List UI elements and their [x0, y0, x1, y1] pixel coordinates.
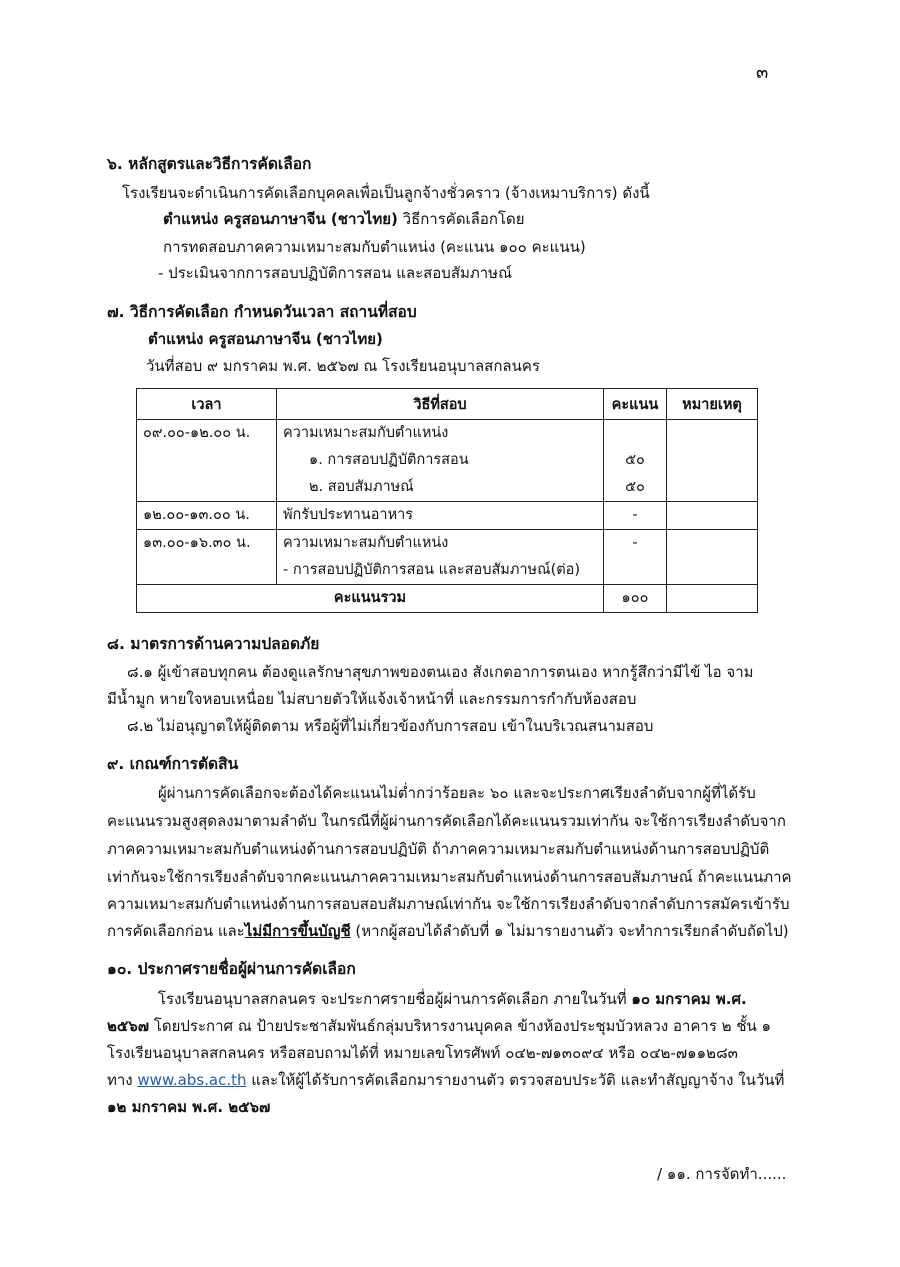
score-cell [604, 502, 667, 530]
section-8-heading: ๘. มาตรการด้านความปลอดภัย [107, 635, 320, 653]
header-remark: หมายเหตุ [667, 389, 758, 420]
section-10-line-4 [107, 1071, 784, 1089]
header-time: เวลา [137, 389, 277, 420]
section-9-line: คะแนนรวมสูงสุดลงมาตามลำดับ ในกรณีที่ผู้ผ่านการคัดเลือกได้คะแนนรวมเท่ากัน จะใช้การเรียงลำดับจาก [107, 812, 786, 830]
section-9-heading: ๙. เกณฑ์การตัดสิน [107, 755, 239, 773]
score-cell [604, 530, 667, 585]
section-10-line-3: โรงเรียนอนุบาลสกลนคร หรือสอบถามได้ที่ หมายเลขโทรศัพท์ ๐๔๒-๗๑๓๐๙๔ หรือ ๐๔๒-๗๑๑๒๘๓ [107, 1044, 738, 1062]
table-row [137, 420, 758, 502]
section-10-line-1 [158, 990, 747, 1008]
method-line: ความเหมาะสมกับตำแหน่ง [283, 425, 449, 441]
section-8-2: ๘.๒ ไม่อนุญาตให้ผู้ติดตาม หรือผู้ที่ไม่เกี่ยวข้องกับการสอบ เข้าในบริเวณสนามสอบ [127, 717, 654, 735]
table-header-row [137, 389, 758, 420]
method-line: ๑. การสอบปฏิบัติการสอน [309, 452, 469, 468]
page-number: ๓ [756, 62, 769, 83]
section-6-line-3: การทดสอบภาคความเหมาะสมกับตำแหน่ง (คะแนน ๑๐๐ คะแนน) [163, 238, 586, 256]
last-line-end: (หากผู้สอบได้ลำดับที่ ๑ ไม่มารายงานตัว จะทำการเรียกลำดับถัดไป) [350, 922, 789, 940]
method-line: พักรับประทานอาหาร [283, 507, 414, 523]
score-text: - [632, 507, 638, 523]
time-cell [137, 502, 277, 530]
time-cell [137, 530, 277, 585]
score-text [610, 557, 660, 584]
line-text: ทาง [107, 1071, 138, 1089]
line-text: โดยประกาศ ณ ป้ายประชาสัมพันธ์กลุ่มบริหารงานบุคคล ข้างห้องประชุมบัวหลวง อาคาร ๒ ชั้น ๑ [149, 1017, 772, 1035]
score-text [610, 420, 660, 447]
score-cell [604, 420, 667, 502]
method-line: ความเหมาะสมกับตำแหน่ง [283, 535, 449, 551]
exam-schedule-table [136, 388, 758, 613]
time-text: ๐๙.๐๐-๑๒.๐๐ น. [143, 425, 251, 441]
line-text: โรงเรียนอนุบาลสกลนคร จะประกาศรายชื่อผู้ผ่านการคัดเลือก ภายในวันที่ [158, 990, 632, 1008]
position-label: ตำแหน่ง ครูสอนภาษาจีน (ชาวไทย) [163, 210, 398, 228]
report-date: ๑๒ มกราคม พ.ศ. ๒๕๖๗ [107, 1098, 271, 1116]
total-value: ๑๐๐ [621, 590, 649, 606]
no-list-registration: ไม่มีการขึ้นบัญชี [244, 922, 351, 940]
header-method: วิธีที่สอบ [277, 389, 604, 420]
last-line-start: การคัดเลือกก่อน และ [107, 922, 245, 940]
section-7-heading: ๗. วิธีการคัดเลือก กำหนดวันเวลา สถานที่สอบ [107, 303, 417, 321]
line-text: และให้ผู้ได้รับการคัดเลือกมารายงานตัว ตรวจสอบประวัติ และทำสัญญาจ้าง ในวันที่ [246, 1071, 785, 1089]
table-total-row [137, 585, 758, 613]
section-9-last-line [107, 922, 789, 940]
remark-cell [667, 585, 758, 613]
method-cell [277, 420, 604, 502]
total-label: คะแนนรวม [333, 590, 407, 606]
position-suffix: วิธีการคัดเลือกโดย [397, 210, 525, 228]
method-line: - การสอบปฏิบัติการสอน และสอบสัมภาษณ์(ต่อ) [283, 562, 581, 578]
exam-date-line: วันที่สอบ ๙ มกราคม พ.ศ. ๒๕๖๗ ณ โรงเรียนอนุบาลสกลนคร [146, 357, 540, 375]
announce-date: ๑๐ มกราคม พ.ศ. [631, 990, 747, 1008]
website-link[interactable]: www.abs.ac.th [137, 1071, 247, 1089]
header-score: คะแนน [604, 389, 667, 420]
section-6-line-1: โรงเรียนจะดำเนินการคัดเลือกบุคคลเพื่อเป็นลูกจ้างชั่วคราว (จ้างเหมาบริการ) ดังนี้ [122, 184, 650, 202]
section-9-line: ผู้ผ่านการคัดเลือกจะต้องได้คะแนนไม่ต่ำกว่าร้อยละ ๖๐ และจะประกาศเรียงลำดับจากผู้ที่ได้รับ [158, 784, 756, 802]
score-text: ๕๐ [625, 479, 645, 495]
method-cell [277, 502, 604, 530]
section-10-heading: ๑๐. ประกาศรายชื่อผู้ผ่านการคัดเลือก [107, 960, 356, 978]
section-9-line: เท่ากันจะใช้การเรียงลำดับจากคะแนนภาคความเหมาะสมกับตำแหน่งด้านการสอบสัมภาษณ์ ถ้าคะแนนภาค [107, 868, 792, 886]
section-6-heading: ๖. หลักสูตรและวิธีการคัดเลือก [107, 155, 312, 173]
section-9-line: ความเหมาะสมกับตำแหน่งด้านการสอบสอบสัมภาษณ์เท่ากัน จะใช้การเรียงลำดับจากลำดับการสมัครเข้ารับ [107, 895, 790, 913]
table-row [137, 502, 758, 530]
remark-cell [667, 530, 758, 585]
score-text: ๕๐ [625, 452, 645, 468]
section-10-line-2 [107, 1017, 771, 1035]
score-text: - [632, 535, 638, 551]
method-line: ๒. สอบสัมภาษณ์ [309, 479, 414, 495]
section-6-line-4: - ประเมินจากการสอบปฏิบัติการสอน และสอบสัมภาษณ์ [158, 264, 512, 282]
next-page-indicator: / ๑๑. การจัดทำ...... [657, 1165, 787, 1183]
method-cell [277, 530, 604, 585]
remark-cell [667, 420, 758, 502]
section-7-position: ตำแหน่ง ครูสอนภาษาจีน (ชาวไทย) [148, 330, 383, 348]
section-8-1-line-2: มีน้ำมูก หายใจหอบเหนื่อย ไม่สบายตัวให้แจ้งเจ้าหน้าที่ และกรรมการกำกับห้องสอบ [107, 690, 637, 708]
section-6-position [163, 210, 525, 228]
time-cell [137, 420, 277, 502]
total-label-cell [137, 585, 604, 613]
announce-year: ๒๕๖๗ [107, 1017, 150, 1035]
time-text: ๑๒.๐๐-๑๓.๐๐ น. [143, 507, 250, 523]
remark-cell [667, 502, 758, 530]
time-text: ๑๓.๐๐-๑๖.๓๐ น. [143, 535, 251, 551]
section-9-line: ภาคความเหมาะสมกับตำแหน่งด้านการสอบปฏิบัติ ถ้าภาคความเหมาะสมกับตำแหน่งด้านการสอบปฏิบัติ [107, 840, 770, 858]
total-value-cell [604, 585, 667, 613]
section-8-1-line-1: ๘.๑ ผู้เข้าสอบทุกคน ต้องดูแลรักษาสุขภาพของตนเอง สังเกตอาการตนเอง หากรู้สึกว่ามีไข้ ไอ จาม [127, 663, 754, 681]
table-row [137, 530, 758, 585]
